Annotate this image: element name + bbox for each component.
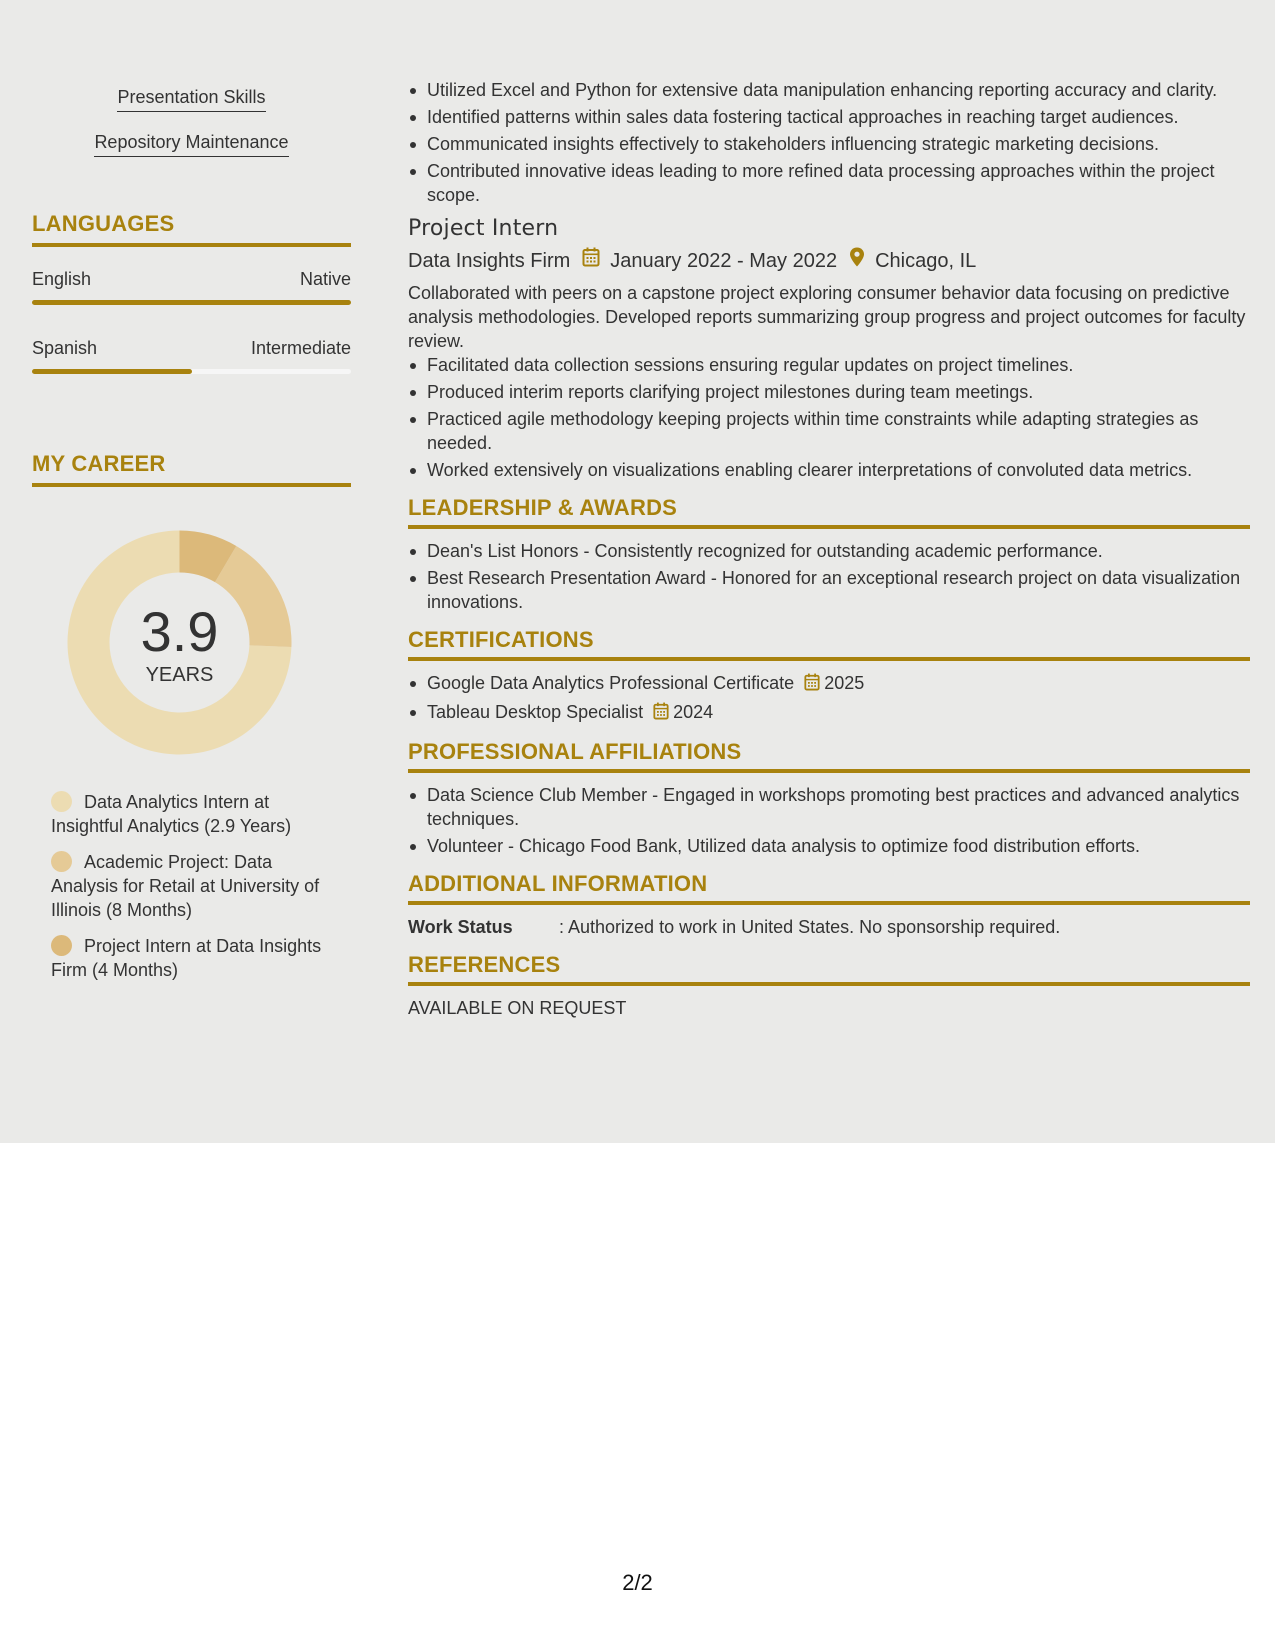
legend-item [51,790,341,838]
career-total-unit: YEARS [145,664,214,686]
skill-item: Repository Maintenance [94,131,288,157]
calendar-icon [804,673,820,697]
calendar-icon [653,702,669,726]
bullet-item: Best Research Presentation Award - Honored for an exceptional research project on data visualization innovations. [408,566,1250,614]
bullet-item: Dean's List Honors - Consistently recognized for outstanding academic performance. [408,539,1250,563]
certification-name: Tableau Desktop Specialist [427,702,644,722]
job-bullets [408,353,1250,482]
certifications-section [408,626,1250,726]
career-title: MY CAREER [32,451,166,476]
job-dates: January 2022 - May 2022 [610,250,838,272]
right-column [408,78,1250,1020]
legend-dot [51,791,72,812]
skills-list [32,86,351,176]
references-title: REFERENCES [408,952,561,977]
language-bar [32,369,351,374]
section-divider [408,982,1250,986]
career-section-header [32,451,351,487]
leadership-title: LEADERSHIP & AWARDS [408,495,678,520]
bullet-item: Communicated insights effectively to stakeholders influencing strategic marketing decisions. [408,132,1250,156]
references-section [408,951,1250,1020]
section-divider [408,525,1250,529]
bullet-item: Identified patterns within sales data fostering tactical approaches in reaching target audiences. [408,105,1250,129]
bullet-item: Worked extensively on visualizations enabling clearer interpretations of convoluted data metrics. [408,458,1250,482]
language-bar-fill [32,300,351,305]
additional-info-title: ADDITIONAL INFORMATION [408,871,708,896]
certifications-title: CERTIFICATIONS [408,627,594,652]
career-donut-chart [67,530,292,755]
bullet-item: Data Science Club Member - Engaged in workshops promoting best practices and advanced analytics techniques. [408,783,1250,831]
job-title: Project Intern [408,216,559,241]
languages-title: LANGUAGES [32,211,175,236]
certification-year: 2025 [824,673,865,693]
bullet-item: Utilized Excel and Python for extensive data manipulation enhancing reporting accuracy and clarity. [408,78,1250,102]
legend-label: Data Analytics Intern at Insightful Analytics (2.9 Years) [51,792,292,836]
language-row-spanish [32,337,351,374]
bullet-item: Volunteer - Chicago Food Bank, Utilized data analysis to optimize food distribution efforts. [408,834,1250,858]
work-status-value: : Authorized to work in United States. No sponsorship required. [559,917,1061,937]
skill-item: Presentation Skills [117,86,265,112]
section-divider [32,243,351,247]
languages-section-header [32,211,351,247]
references-text: AVAILABLE ON REQUEST [408,998,627,1018]
legend-dot [51,935,72,956]
certification-year: 2024 [673,702,714,722]
certification-name: Google Data Analytics Professional Certificate [427,673,795,693]
bullet-item: Produced interim reports clarifying project milestones during team meetings. [408,380,1250,404]
additional-info-section [408,870,1250,939]
certification-item [408,700,1250,726]
job-meta [408,247,1250,275]
legend-label: Academic Project: Data Analysis for Retail at University of Illinois (8 Months) [51,852,320,920]
language-name: English [32,269,92,289]
affiliations-title: PROFESSIONAL AFFILIATIONS [408,739,742,764]
language-row-english [32,268,351,305]
legend-label: Project Intern at Data Insights Firm (4 Months) [51,936,322,980]
language-bar-fill [32,369,192,374]
section-divider [408,901,1250,905]
page-number: 2/2 [622,1570,653,1595]
legend-dot [51,851,72,872]
job-location: Chicago, IL [875,250,977,272]
work-status-label: Work Status [408,917,513,937]
calendar-icon [582,247,600,275]
bullet-item: Facilitated data collection sessions ensuring regular updates on project timelines. [408,353,1250,377]
language-level: Native [299,269,351,289]
leadership-section [408,494,1250,614]
legend-item [51,850,341,922]
job-description: Collaborated with peers on a capstone project exploring consumer behavior data focusing on predictive analysis methodologies. Developed reports summarizing group progress and project outcomes for faculty review. [408,283,1246,351]
career-total-value: 3.9 [140,600,219,663]
section-divider [32,483,351,487]
certification-item [408,671,1250,697]
section-divider [408,657,1250,661]
section-divider [408,769,1250,773]
language-bar [32,300,351,305]
work-status-row [408,915,1250,939]
affiliations-section [408,738,1250,858]
prev-job-bullets [408,78,1250,207]
bullet-item: Contributed innovative ideas leading to more refined data processing approaches within the project scope. [408,159,1250,207]
language-name: Spanish [32,338,98,358]
legend-item [51,934,341,982]
language-level: Intermediate [250,338,351,358]
bullet-item: Practiced agile methodology keeping projects within time constraints while adapting strategies as needed. [408,407,1250,455]
job-company: Data Insights Firm [408,250,571,272]
career-legend [51,790,341,994]
location-pin-icon [849,247,865,275]
